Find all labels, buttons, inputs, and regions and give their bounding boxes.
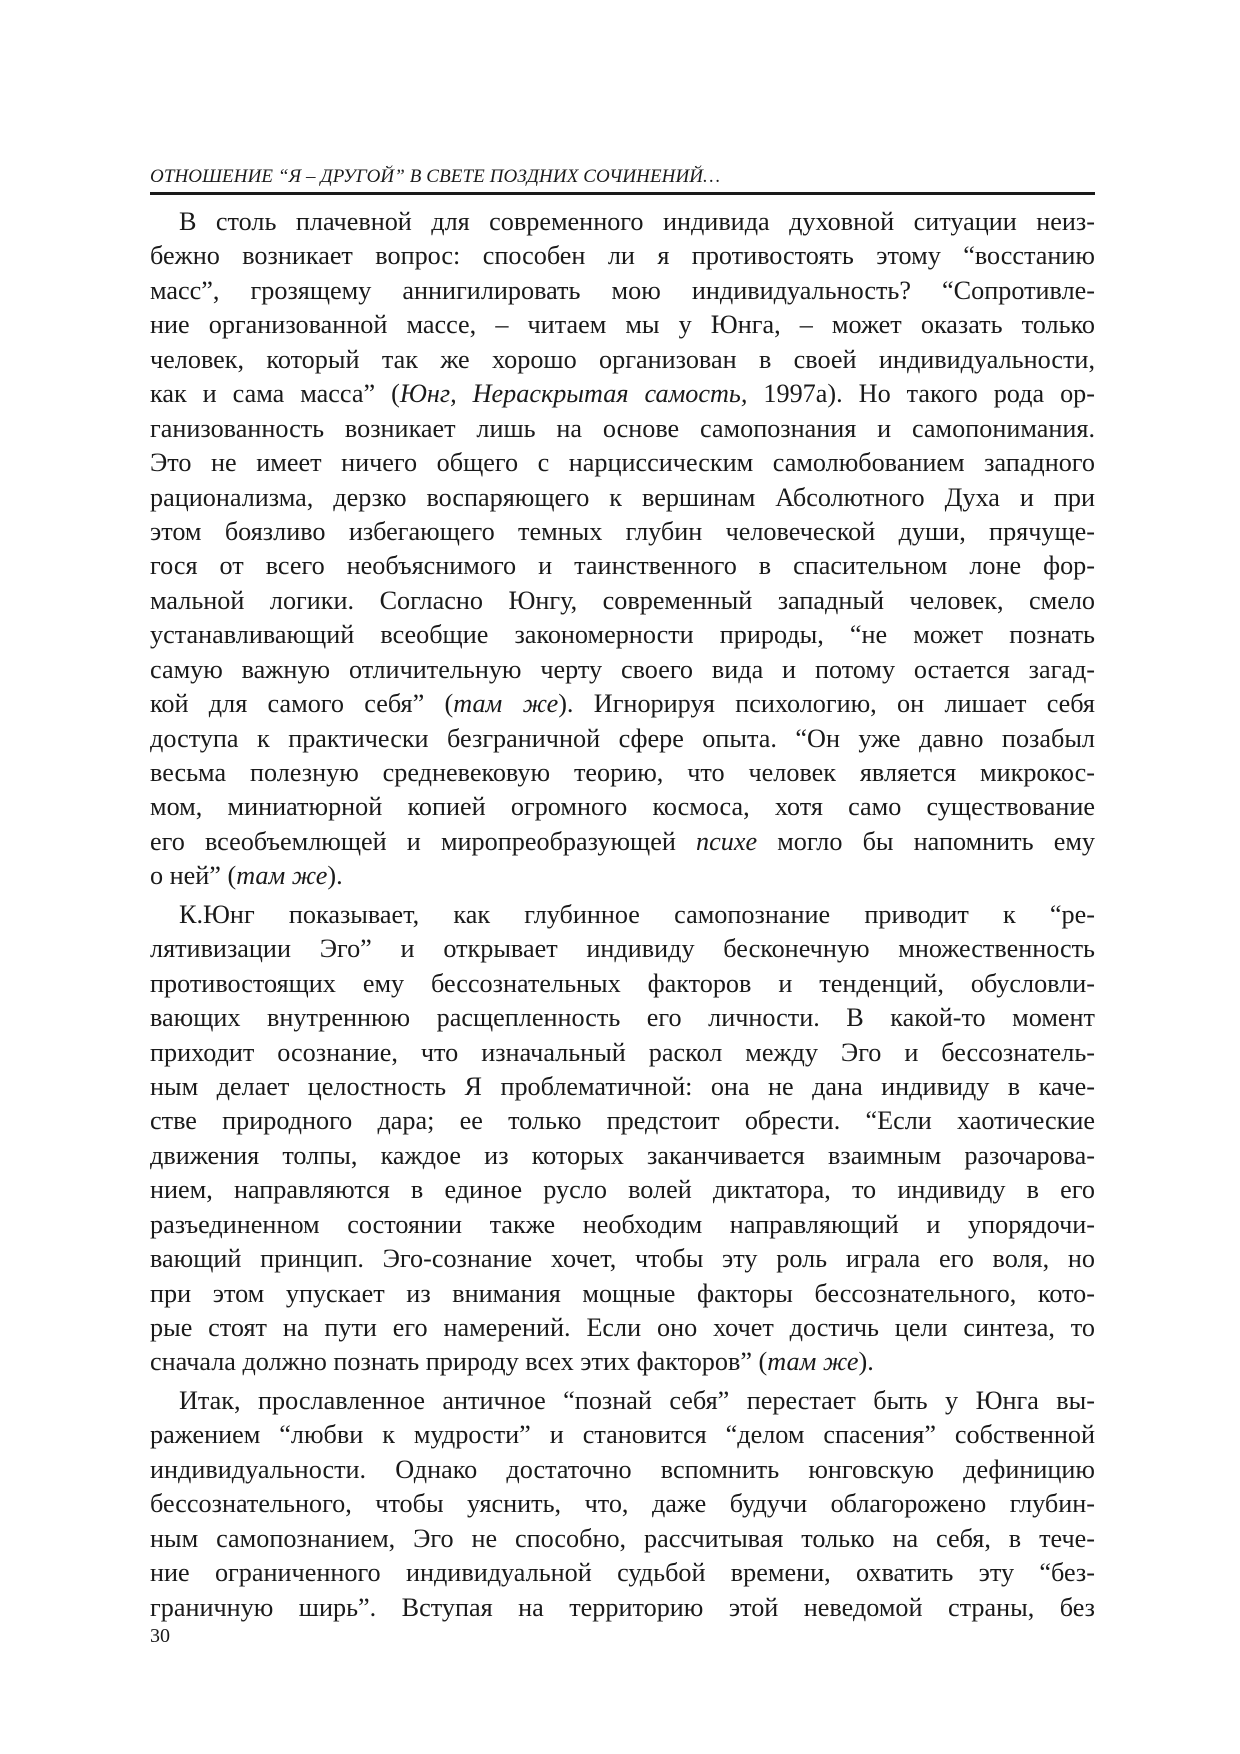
text-run: доступа к практически безграничной сфере опыта. “Он уже давно позабыл — [150, 723, 1095, 753]
text-run: ние организованной массе, – читаем мы у Юнга, – может оказать только — [150, 310, 1095, 340]
text-line — [150, 1418, 1095, 1452]
text-line — [150, 1591, 1095, 1625]
text-line — [150, 446, 1095, 480]
paragraph — [150, 1384, 1095, 1625]
italic-text: там же — [453, 689, 559, 719]
text-line — [150, 722, 1095, 756]
text-line — [150, 1104, 1095, 1138]
text-line — [150, 1556, 1095, 1590]
text-run: его всеобъемлющей и миропреобразующей — [150, 826, 697, 856]
body-text — [150, 205, 1095, 1625]
text-line — [150, 825, 1095, 859]
text-run: самую важную отличительную черту своего вида и потому остается загад- — [150, 654, 1095, 684]
text-run: индивидуальности. Однако достаточно вспомнить юнговскую дефиницию — [150, 1454, 1095, 1484]
text-line — [150, 932, 1095, 966]
text-run: рые стоят на пути его намерений. Если оно хочет достичь цели синтеза, то — [150, 1313, 1095, 1342]
text-line — [150, 967, 1095, 1001]
text-line — [150, 687, 1095, 721]
text-line — [150, 515, 1095, 549]
running-head: ОТНОШЕНИЕ “Я – ДРУГОЙ” В СВЕТЕ ПОЗДНИХ СОЧИНЕНИЙ… — [150, 166, 1095, 195]
text-line — [150, 653, 1095, 687]
text-run: ражением “любви к мудрости” и становится “делом спасения” собственной — [150, 1420, 1095, 1450]
text-run: разъединенном состоянии также необходим направляющий и упорядочи- — [150, 1209, 1095, 1239]
text-line — [150, 377, 1095, 411]
text-line — [150, 898, 1095, 932]
text-run: кой для самого себя” ( — [150, 689, 454, 719]
text-line — [150, 1070, 1095, 1104]
text-line — [150, 1311, 1095, 1345]
text-run: мом, миниатюрной копией огромного космоса, хотя само существование — [150, 792, 1095, 822]
text-line — [150, 756, 1095, 790]
text-run: при этом упускает из внимания мощные факторы бессознательного, кото- — [150, 1278, 1095, 1308]
text-line — [150, 584, 1095, 618]
text-run: граничную ширь”. Вступая на территорию этой неведомой страны, без — [150, 1592, 1095, 1622]
text-run: вающий принцип. Эго-сознание хочет, чтобы эту роль играла его воля, но — [150, 1244, 1095, 1274]
text-line — [150, 1384, 1095, 1418]
text-line — [150, 1487, 1095, 1521]
text-line — [150, 1277, 1095, 1311]
text-line — [150, 1345, 1095, 1379]
text-line — [150, 343, 1095, 377]
text-run: ). Игнорируя психологию, он лишает себя — [558, 689, 1095, 719]
text-run: масс”, грозящему аннигилировать мою индивидуальность? “Сопротивле- — [150, 275, 1095, 305]
text-run: устанавливающий всеобщие закономерности природы, “не может познать — [150, 620, 1095, 650]
text-run: Итак, прославленное античное “познай себя” перестает быть у Юнга вы- — [179, 1385, 1095, 1415]
text-line — [150, 308, 1095, 342]
italic-text: там же — [767, 1347, 859, 1377]
text-line — [150, 549, 1095, 583]
paragraph — [150, 205, 1095, 894]
text-run: нием, направляются в единое русло волей диктатора, то индивиду в его — [150, 1175, 1095, 1205]
text-line — [150, 1242, 1095, 1276]
text-run: К.Юнг показывает, как глубинное самопознание приводит к “ре- — [179, 899, 1095, 929]
text-run: ным самопознанием, Эго не способно, рассчитывая только на себя, в тече- — [150, 1523, 1095, 1553]
text-run: бежно возникает вопрос: способен ли я противостоять этому “восстанию — [150, 241, 1095, 271]
text-run: ганизованность возникает лишь на основе самопознания и самопонимания. — [150, 413, 1095, 443]
italic-text: там же — [236, 861, 328, 891]
text-run: бессознательного, чтобы уяснить, что, даже будучи облагорожено глубин- — [150, 1489, 1095, 1519]
text-run: ). — [327, 861, 343, 891]
text-line — [150, 1208, 1095, 1242]
text-run: ным делает целостность Я проблематичной: она не дана индивиду в каче- — [150, 1071, 1095, 1101]
text-run: Это не имеет ничего общего с нарциссическим самолюбованием западного — [150, 448, 1095, 478]
italic-text: психе — [696, 826, 758, 856]
text-run: приходит осознание, что изначальный раскол между Эго и бессознатель- — [150, 1037, 1095, 1067]
text-run: лятивизации Эго” и открывает индивиду бесконечную множественность — [150, 934, 1095, 964]
text-run: гося от всего необъяснимого и таинственного в спасительном лоне фор- — [150, 551, 1095, 581]
page-number: 30 — [150, 1625, 170, 1647]
text-run: весьма полезную средневековую теорию, что человек является микрокос- — [150, 758, 1095, 787]
text-run: стве природного дара; ее только предстоит обрести. “Если хаотические — [150, 1106, 1095, 1136]
text-line — [150, 1139, 1095, 1173]
text-run: ние ограниченного индивидуальной судьбой времени, охватить эту “без- — [150, 1558, 1095, 1588]
text-line — [150, 1173, 1095, 1207]
text-run: этом боязливо избегающего темных глубин человеческой души, прячуще- — [150, 516, 1095, 546]
text-run: движения толпы, каждое из которых заканчивается взаимным разочарова- — [150, 1140, 1095, 1170]
text-run: человек, который так же хорошо организован в своей индивидуальности, — [150, 344, 1095, 374]
paragraph — [150, 898, 1095, 1380]
text-line — [150, 1036, 1095, 1070]
text-line — [150, 481, 1095, 515]
text-run: могло бы напомнить ему — [757, 826, 1095, 856]
text-line — [150, 412, 1095, 446]
text-run: мальной логики. Согласно Юнгу, современный западный человек, смело — [150, 585, 1095, 615]
text-run: противостоящих ему бессознательных факторов и тенденций, обусловли- — [150, 968, 1095, 998]
text-line — [150, 239, 1095, 273]
text-run: как и сама масса” ( — [150, 379, 400, 409]
text-run: о ней” ( — [150, 861, 237, 891]
text-line — [150, 618, 1095, 652]
text-line — [150, 790, 1095, 824]
text-run: В столь плачевной для современного индивида духовной ситуации неиз- — [179, 207, 1095, 236]
text-run: рационализма, дерзко воспаряющего к вершинам Абсолютного Духа и при — [150, 482, 1095, 512]
text-line — [150, 205, 1095, 239]
text-run: сначала должно познать природу всех этих факторов” ( — [150, 1347, 768, 1377]
text-line — [150, 1001, 1095, 1035]
text-line — [150, 1453, 1095, 1487]
text-run: 1997а). Но такого рода ор- — [747, 379, 1095, 409]
text-run: ). — [858, 1347, 874, 1377]
text-line — [150, 1522, 1095, 1556]
text-line — [150, 859, 1095, 893]
italic-text: Юнг, Нераскрытая самость, — [399, 379, 748, 409]
text-run: вающих внутреннюю расщепленность его личности. В какой-то момент — [150, 1003, 1095, 1033]
text-line — [150, 274, 1095, 308]
